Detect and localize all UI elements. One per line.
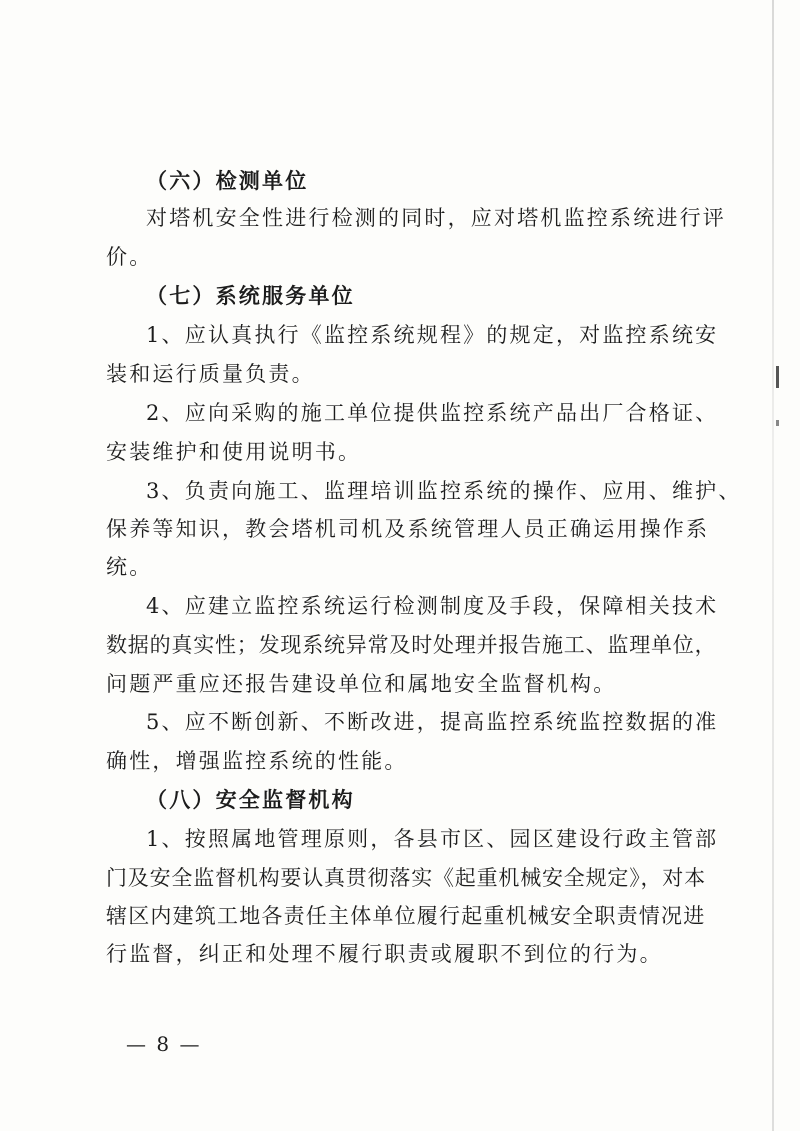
page-number: — 8 —: [126, 1032, 202, 1056]
scan-mark: [776, 420, 779, 426]
paragraph-line: 4、应建立监控系统运行检测制度及手段，保障相关技术: [146, 594, 719, 618]
paragraph-line: 行监督，纠正和处理不履行职责或履职不到位的行为。: [106, 942, 663, 966]
paragraph-line: 确性，增强监控系统的性能。: [106, 749, 408, 773]
paragraph-line: 数据的真实性；发现系统异常及时处理并报告施工、监理单位，: [106, 633, 717, 657]
section-heading-7: （七）系统服务单位: [146, 283, 355, 308]
paragraph-line: 装和运行质量负责。: [106, 362, 315, 386]
section-heading-8: （八）安全监督机构: [146, 787, 355, 812]
paragraph-line: 保养等知识，教会塔机司机及系统管理人员正确运用操作系: [106, 517, 710, 541]
scan-edge-line: [772, 0, 774, 1131]
paragraph-line: 2、应向采购的施工单位提供监控系统产品出厂合格证、: [146, 401, 719, 425]
paragraph-line: 对塔机安全性进行检测的同时，应对塔机监控系统进行评: [146, 206, 726, 230]
paragraph-line: 价。: [106, 245, 153, 269]
paragraph-line: 5、应不断创新、不断改进，提高监控系统监控数据的准: [146, 710, 719, 734]
paragraph-line: 门及安全监督机构要认真贯彻落实《起重机械安全规定》，对本: [106, 866, 706, 890]
paragraph-line: 3、负责向施工、监理培训监控系统的操作、应用、维护、: [146, 479, 742, 503]
paragraph-line: 问题严重应还报告建设单位和属地安全监督机构。: [106, 672, 617, 696]
scan-mark: [776, 366, 779, 388]
section-heading-6: （六）检测单位: [146, 168, 309, 193]
paragraph-line: 1、应认真执行《监控系统规程》的规定，对监控系统安: [146, 323, 719, 347]
paragraph-line: 1、按照属地管理原则，各县市区、园区建设行政主管部: [146, 827, 719, 851]
paragraph-line: 统。: [106, 555, 153, 579]
paragraph-line: 安装维护和使用说明书。: [106, 440, 362, 464]
paragraph-line: 辖区内建筑工地各责任主体单位履行起重机械安全职责情况进: [106, 904, 706, 928]
